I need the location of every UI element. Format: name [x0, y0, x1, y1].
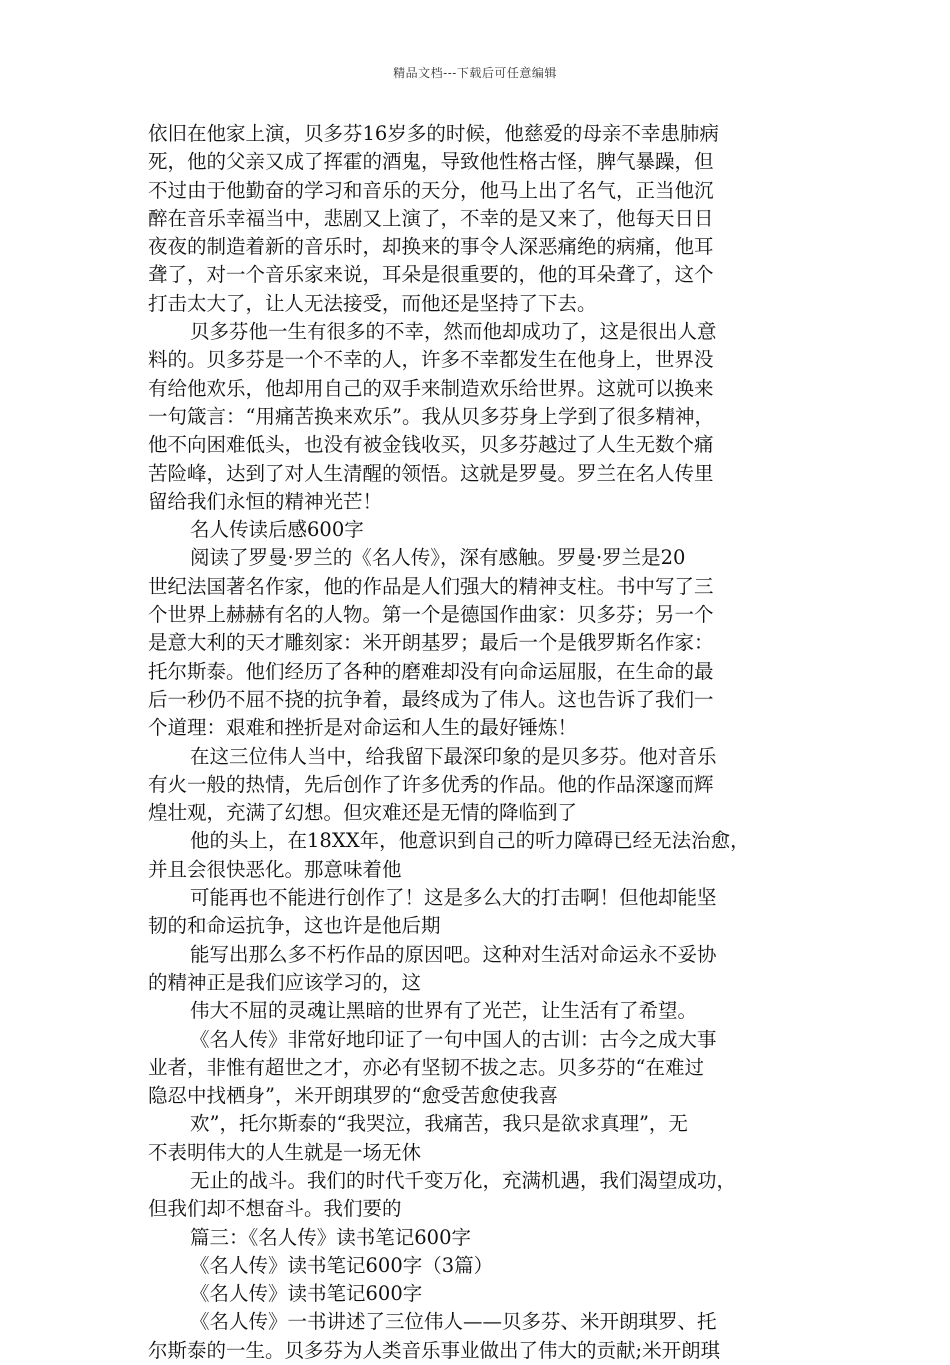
text-line: 煌壮观，充满了幻想。但灾难还是无情的降临到了: [148, 801, 578, 825]
text-line: 后一秒仍不屈不挠的抗争着，最终成为了伟人。这也告诉了我们一: [148, 687, 714, 711]
text-line: 有给他欢乐，他却用自己的双手来制造欢乐给世界。这就可以换来: [148, 376, 714, 400]
text-line: 是意大利的天才雕刻家：米开朗基罗；最后一个是俄罗斯名作家：: [148, 631, 714, 655]
text-line: 可能再也不能进行创作了！这是多么大的打击啊！但他却能坚: [190, 886, 717, 910]
text-line: 死，他的父亲又成了挥霍的酒鬼，导致他性格古怪，脾气暴躁，但: [148, 150, 714, 174]
text-line: 料的。贝多芬是一个不幸的人，许多不幸都发生在他身上，世界没: [148, 348, 714, 372]
page-header: 精品文档---下载后可任意编辑: [393, 66, 557, 80]
text-line: 托尔斯泰。他们经历了各种的磨难却没有向命运屈服，在生命的最: [148, 659, 714, 683]
text-line: 名人传读后感600字: [190, 518, 364, 542]
document-body: [148, 120, 808, 1365]
text-line: 他的头上，在18XX年，他意识到自己的听力障碍已经无法治愈，: [190, 829, 750, 853]
text-line: 夜夜的制造着新的音乐时，却换来的事令人深恶痛绝的病痛，他耳: [148, 235, 714, 259]
text-line: 依旧在他家上演，贝多芬16岁多的时候，他慈爱的母亲不幸患肺病: [148, 122, 719, 145]
text-line: 伟大不屈的灵魂让黑暗的世界有了光芒，让生活有了希望。: [190, 999, 698, 1023]
text-line: 他不向困难低头，也没有被金钱收买，贝多芬越过了人生无数个痛: [148, 433, 714, 457]
text-line: 不表明伟大的人生就是一场无休: [148, 1140, 422, 1164]
text-line: 贝多芬他一生有很多的不幸，然而他却成功了，这是很出人意: [190, 320, 717, 344]
text-line: 篇三：《名人传》读书笔记600字: [190, 1225, 471, 1249]
text-line: 个道理：艰难和挫折是对命运和人生的最好锤炼！: [148, 716, 578, 740]
text-line: 隐忍中找栖身”，米开朗琪罗的“愈受苦愈使我喜: [148, 1084, 558, 1108]
text-line: 世纪法国著名作家，他的作品是人们强大的精神支柱。书中写了三: [148, 574, 714, 598]
text-line: 打击太大了，让人无法接受，而他还是坚持了下去。: [148, 291, 597, 315]
text-line: 韧的和命运抗争，这也许是他后期: [148, 914, 441, 938]
text-line: 醉在音乐幸福当中，悲剧又上演了，不幸的是又来了，他每天日日: [148, 206, 714, 230]
text-line: 《名人传》读书笔记600字（3篇）: [190, 1253, 494, 1277]
text-line: 不过由于他勤奋的学习和音乐的天分，他马上出了名气，正当他沉: [148, 178, 714, 202]
text-line: 能写出那么多不朽作品的原因吧。这种对生活对命运永不妥协: [190, 942, 717, 966]
text-line: 无止的战斗。我们的时代千变万化，充满机遇，我们渴望成功，: [190, 1168, 737, 1192]
text-line: 有火一般的热情，先后创作了许多优秀的作品。他的作品深邃而辉: [148, 772, 714, 796]
text-line: 的精神正是我们应该学习的，这: [148, 970, 422, 994]
text-line: 阅读了罗曼·罗兰的《名人传》，深有感触。罗曼·罗兰是20: [190, 546, 686, 570]
text-line: 但我们却不想奋斗。我们要的: [148, 1197, 402, 1221]
text-line: 个世界上赫赫有名的人物。第一个是德国作曲家：贝多芬；另一个: [148, 603, 714, 627]
text-line: 苦险峰，达到了对人生清醒的领悟。这就是罗曼。罗兰在名人传里: [148, 461, 714, 485]
text-line: 《名人传》读书笔记600字: [190, 1282, 423, 1306]
text-line: 一句箴言：“用痛苦换来欢乐”。我从贝多芬身上学到了很多精神，: [148, 404, 714, 428]
text-line: 业者，非惟有超世之才，亦必有坚韧不拔之志。贝多芬的“在难过: [148, 1055, 704, 1079]
text-line: 欢”，托尔斯泰的“我哭泣，我痛苦，我只是欲求真理”，无: [190, 1112, 688, 1136]
text-line: 并且会很快恶化。那意味着他: [148, 857, 402, 881]
text-line: 尔斯泰的一生。贝多芬为人类音乐事业做出了伟大的贡献;米开朗琪: [148, 1338, 721, 1362]
text-line: 留给我们永恒的精神光芒！: [148, 489, 383, 513]
text-line: 《名人传》非常好地印证了一句中国人的古训：古今之成大事: [190, 1027, 717, 1051]
text-line: 《名人传》一书讲述了三位伟人——贝多芬、米开朗琪罗、托: [190, 1310, 717, 1334]
text-line: 聋了，对一个音乐家来说，耳朵是很重要的，他的耳朵聋了，这个: [148, 263, 714, 287]
text-line: 在这三位伟人当中，给我留下最深印象的是贝多芬。他对音乐: [190, 744, 717, 768]
